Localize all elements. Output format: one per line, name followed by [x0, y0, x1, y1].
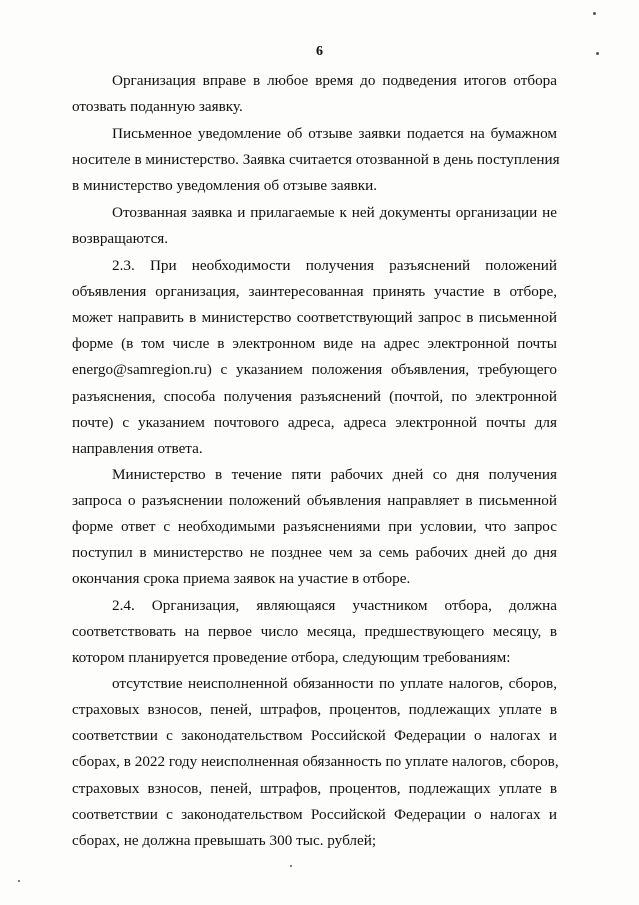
text-line: возвращаются.	[72, 230, 169, 247]
text-line: Министерство в течение пяти рабочих дней со дня получения	[112, 466, 557, 483]
text-line: сборах, в 2022 году неисполненная обязанность по уплате налогов, сборов,	[72, 753, 559, 770]
text-line: может направить в министерство соответствующий запрос в письменной	[72, 309, 557, 326]
clause-2-3-line: 2.3. При необходимости получения разъяснений положений	[112, 257, 557, 274]
page-number: 6	[316, 44, 323, 59]
clause-2-4-line: 2.4. Организация, являющаяся участником отбора, должна	[112, 597, 557, 614]
text-line: в министерство уведомления об отзыве заявки.	[72, 177, 378, 194]
scan-speck	[596, 52, 599, 55]
text-line: сборах, не должна превышать 300 тыс. рублей;	[72, 832, 377, 849]
text-line: Отозванная заявка и прилагаемые к ней документы организации не	[112, 204, 557, 221]
text-line: соответствии с законодательством Российской Федерации о налогах и	[72, 727, 557, 744]
text-line: форме ответ с необходимыми разъяснениями при условии, что запрос	[72, 518, 557, 535]
text-line: соответствовать на первое число месяца, предшествующего месяцу, в	[72, 623, 557, 640]
text-line: страховых взносов, пеней, штрафов, процентов, подлежащих уплате в	[72, 780, 557, 797]
text-line: запроса о разъяснении положений объявления направляет в письменной	[72, 492, 557, 509]
text-line: объявления организация, заинтересованная принять участие в отборе,	[72, 283, 557, 300]
text-line: Письменное уведомление об отзыве заявки подается на бумажном	[112, 125, 557, 142]
email-line: energo@samregion.ru) с указанием положения объявления, требующего	[72, 361, 557, 378]
scan-speck	[290, 865, 292, 867]
text-line: поступил в министерство не позднее чем за семь рабочих дней до дня	[72, 544, 557, 561]
text-line: почте) с указанием почтового адреса, адреса электронной почты для	[72, 414, 557, 431]
text-line: отсутствие неисполненной обязанности по уплате налогов, сборов,	[112, 675, 557, 692]
text-line: соответствии с законодательством Российской Федерации о налогах и	[72, 806, 557, 823]
text-line: разъяснения, способа получения разъяснений (почтой, по электронной	[72, 388, 557, 405]
text-line: котором планируется проведение отбора, следующим требованиям:	[72, 649, 511, 666]
scan-speck	[593, 12, 596, 15]
text-line: окончания срока приема заявок на участие в отборе.	[72, 570, 411, 587]
text-line: отозвать поданную заявку.	[72, 98, 243, 115]
text-line: направления ответа.	[72, 440, 203, 457]
text-line: форме (в том числе в электронном виде на адрес электронной почты	[72, 335, 557, 352]
text-line: Организация вправе в любое время до подведения итогов отбора	[112, 72, 557, 89]
text-line: страховых взносов, пеней, штрафов, процентов, подлежащих уплате в	[72, 701, 557, 718]
scan-speck	[18, 880, 20, 882]
text-line: носителе в министерство. Заявка считается отозванной в день поступления	[72, 151, 560, 168]
